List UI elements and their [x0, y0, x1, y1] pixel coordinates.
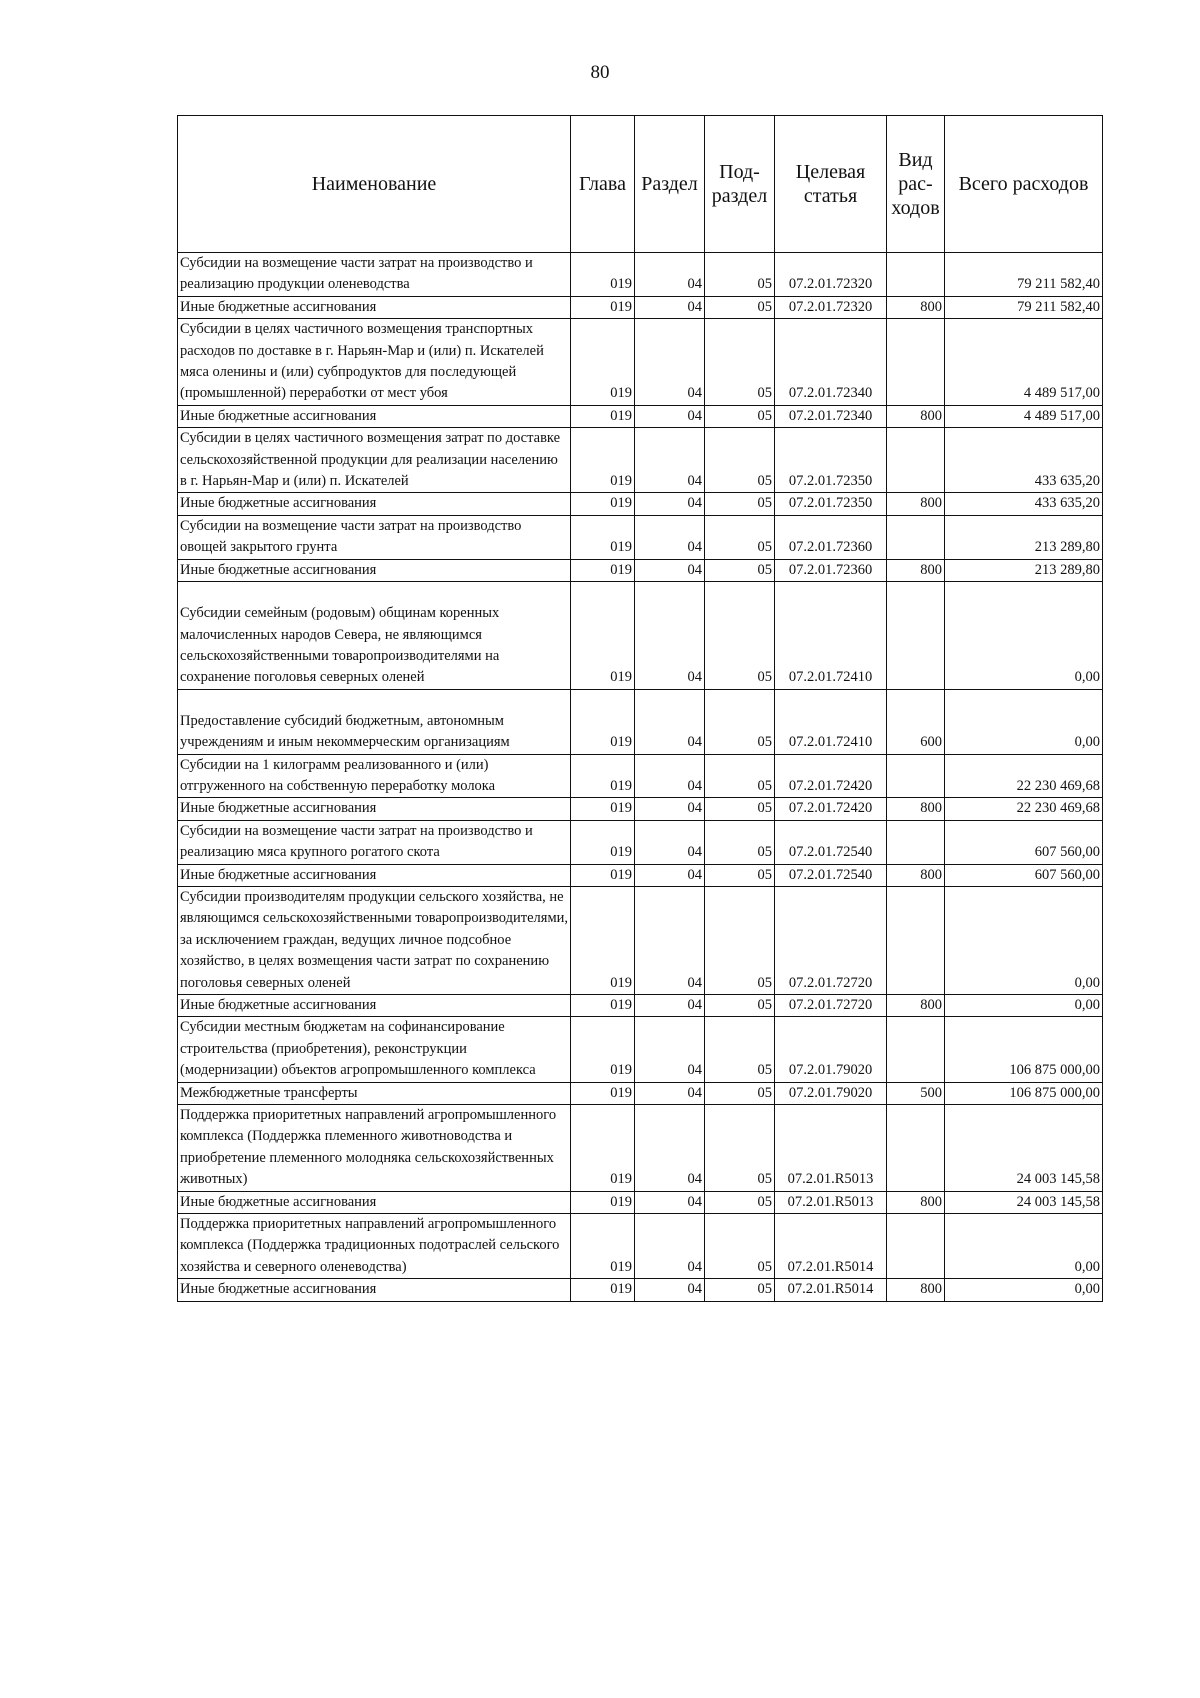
row-subsection-cell: 05 — [705, 1017, 775, 1082]
row-section-cell: 04 — [635, 296, 705, 318]
header-kind-line3: ходов — [891, 197, 940, 219]
table-row — [178, 886, 1103, 994]
row-amount-cell: 0,00 — [945, 582, 1103, 690]
row-amount-cell: 24 003 145,58 — [945, 1191, 1103, 1213]
row-target-cell: 07.2.01.79020 — [775, 1082, 887, 1104]
header-kind-line2: рас- — [898, 173, 933, 195]
row-amount-cell: 433 635,20 — [945, 493, 1103, 515]
row-subsection-cell: 05 — [705, 296, 775, 318]
row-section-cell: 04 — [635, 864, 705, 886]
row-subsection-cell: 05 — [705, 1082, 775, 1104]
row-chapter-cell: 019 — [571, 864, 635, 886]
row-name-cell: Предоставление субсидий бюджетным, автономным учреждениям и иным некоммерческим организациям — [178, 689, 571, 754]
row-chapter-cell: 019 — [571, 296, 635, 318]
header-subsection-line1: Под- — [719, 161, 760, 183]
row-target-cell: 07.2.01.72540 — [775, 864, 887, 886]
header-kind-line1: Вид — [898, 149, 933, 171]
row-kind-cell — [887, 515, 945, 559]
table-row — [178, 1017, 1103, 1082]
row-subsection-cell: 05 — [705, 754, 775, 798]
table-row — [178, 428, 1103, 493]
row-kind-cell: 800 — [887, 798, 945, 820]
row-chapter-cell: 019 — [571, 319, 635, 406]
row-chapter-cell: 019 — [571, 1191, 635, 1213]
table-header-row — [178, 116, 1103, 253]
row-kind-cell — [887, 319, 945, 406]
row-kind-cell: 800 — [887, 1279, 945, 1301]
row-section-cell: 04 — [635, 820, 705, 864]
row-name-cell: Поддержка приоритетных направлений агропромышленного комплекса (Поддержка традиционных подотраслей сельского хозяйства и северного оленеводства) — [178, 1214, 571, 1279]
row-amount-cell: 0,00 — [945, 995, 1103, 1017]
table-row — [178, 798, 1103, 820]
row-name-cell: Поддержка приоритетных направлений агропромышленного комплекса (Поддержка племенного животноводства и приобретение племенного молодняка сельскохозяйственных животных) — [178, 1105, 571, 1192]
row-section-cell: 04 — [635, 582, 705, 690]
row-section-cell: 04 — [635, 253, 705, 297]
row-subsection-cell: 05 — [705, 515, 775, 559]
row-chapter-cell: 019 — [571, 689, 635, 754]
row-chapter-cell: 019 — [571, 886, 635, 994]
table-row — [178, 253, 1103, 297]
row-kind-cell: 800 — [887, 1191, 945, 1213]
row-chapter-cell: 019 — [571, 428, 635, 493]
row-chapter-cell: 019 — [571, 493, 635, 515]
row-subsection-cell: 05 — [705, 1191, 775, 1213]
row-kind-cell — [887, 820, 945, 864]
row-name-cell: Иные бюджетные ассигнования — [178, 1279, 571, 1301]
row-target-cell: 07.2.01.72340 — [775, 405, 887, 427]
row-amount-cell: 0,00 — [945, 1214, 1103, 1279]
row-target-cell: 07.2.01.72320 — [775, 253, 887, 297]
row-amount-cell: 24 003 145,58 — [945, 1105, 1103, 1192]
table-row — [178, 820, 1103, 864]
row-amount-cell: 607 560,00 — [945, 820, 1103, 864]
row-amount-cell: 0,00 — [945, 1279, 1103, 1301]
row-subsection-cell: 05 — [705, 253, 775, 297]
table-row — [178, 582, 1103, 690]
row-target-cell: 07.2.01.72410 — [775, 582, 887, 690]
header-target-line1: Целевая — [795, 161, 866, 183]
row-amount-cell: 106 875 000,00 — [945, 1082, 1103, 1104]
row-section-cell: 04 — [635, 1017, 705, 1082]
row-name-cell: Субсидии производителям продукции сельского хозяйства, не являющимся сельскохозяйственными товаропроизводителями, за исключением граждан, ведущих личное подсобное хозяйство, в целях возмещения части затрат по сохранению поголовья северных оленей — [178, 886, 571, 994]
header-chapter: Глава — [571, 116, 635, 253]
row-target-cell: 07.2.01.R5014 — [775, 1279, 887, 1301]
row-section-cell: 04 — [635, 319, 705, 406]
row-kind-cell — [887, 582, 945, 690]
budget-table — [177, 115, 1103, 1302]
row-section-cell: 04 — [635, 428, 705, 493]
row-target-cell: 07.2.01.R5014 — [775, 1214, 887, 1279]
row-chapter-cell: 019 — [571, 1214, 635, 1279]
row-section-cell: 04 — [635, 1214, 705, 1279]
row-target-cell: 07.2.01.72720 — [775, 886, 887, 994]
row-chapter-cell: 019 — [571, 559, 635, 581]
row-section-cell: 04 — [635, 493, 705, 515]
table-row — [178, 405, 1103, 427]
row-chapter-cell: 019 — [571, 798, 635, 820]
row-chapter-cell: 019 — [571, 515, 635, 559]
page-number: 80 — [590, 62, 610, 83]
table-row — [178, 754, 1103, 798]
table-row — [178, 515, 1103, 559]
row-target-cell: 07.2.01.72360 — [775, 559, 887, 581]
table-row — [178, 1279, 1103, 1301]
row-kind-cell — [887, 886, 945, 994]
row-chapter-cell: 019 — [571, 754, 635, 798]
row-kind-cell — [887, 1105, 945, 1192]
row-chapter-cell: 019 — [571, 582, 635, 690]
row-subsection-cell: 05 — [705, 1214, 775, 1279]
row-subsection-cell: 05 — [705, 798, 775, 820]
row-section-cell: 04 — [635, 1279, 705, 1301]
row-section-cell: 04 — [635, 1082, 705, 1104]
row-kind-cell: 800 — [887, 493, 945, 515]
row-target-cell: 07.2.01.72420 — [775, 798, 887, 820]
row-name-cell: Иные бюджетные ассигнования — [178, 405, 571, 427]
row-subsection-cell: 05 — [705, 995, 775, 1017]
row-chapter-cell: 019 — [571, 995, 635, 1017]
row-name-cell: Иные бюджетные ассигнования — [178, 864, 571, 886]
row-target-cell: 07.2.01.72540 — [775, 820, 887, 864]
row-amount-cell: 79 211 582,40 — [945, 296, 1103, 318]
table-row — [178, 864, 1103, 886]
row-kind-cell — [887, 253, 945, 297]
row-kind-cell: 600 — [887, 689, 945, 754]
row-section-cell: 04 — [635, 886, 705, 994]
row-name-cell: Субсидии на возмещение части затрат на производство овощей закрытого грунта — [178, 515, 571, 559]
table-row — [178, 319, 1103, 406]
row-kind-cell — [887, 428, 945, 493]
row-amount-cell: 0,00 — [945, 689, 1103, 754]
row-amount-cell: 0,00 — [945, 886, 1103, 994]
row-target-cell: 07.2.01.72410 — [775, 689, 887, 754]
row-subsection-cell: 05 — [705, 582, 775, 690]
row-kind-cell — [887, 1214, 945, 1279]
table-row — [178, 689, 1103, 754]
row-target-cell: 07.2.01.72350 — [775, 428, 887, 493]
row-subsection-cell: 05 — [705, 428, 775, 493]
row-name-cell: Субсидии в целях частичного возмещения транспортных расходов по доставке в г. Нарьян-Мар и (или) п. Искателей мяса оленины и (или) субпродуктов для последующей (промышленной) переработки от мест убоя — [178, 319, 571, 406]
row-target-cell: 07.2.01.72350 — [775, 493, 887, 515]
header-section: Раздел — [635, 116, 705, 253]
header-subsection — [705, 116, 775, 253]
row-name-cell: Субсидии на возмещение части затрат на производство и реализацию мяса крупного рогатого скота — [178, 820, 571, 864]
row-name-cell: Субсидии в целях частичного возмещения затрат по доставке сельскохозяйственной продукции для реализации населению в г. Нарьян-Мар и (или) п. Искателей — [178, 428, 571, 493]
row-chapter-cell: 019 — [571, 1082, 635, 1104]
row-chapter-cell: 019 — [571, 1279, 635, 1301]
row-chapter-cell: 019 — [571, 1017, 635, 1082]
row-name-cell: Субсидии местным бюджетам на софинансирование строительства (приобретения), реконструкции (модернизации) объектов агропромышленного комплекса — [178, 1017, 571, 1082]
row-subsection-cell: 05 — [705, 493, 775, 515]
row-name-cell: Субсидии семейным (родовым) общинам коренных малочисленных народов Севера, не являющимся сельскохозяйственными товаропроизводителями на сохранение поголовья северных оленей — [178, 582, 571, 690]
row-subsection-cell: 05 — [705, 559, 775, 581]
header-target — [775, 116, 887, 253]
row-chapter-cell: 019 — [571, 1105, 635, 1192]
table-row — [178, 995, 1103, 1017]
row-kind-cell: 800 — [887, 296, 945, 318]
row-amount-cell: 79 211 582,40 — [945, 253, 1103, 297]
header-target-line2: статья — [803, 185, 858, 207]
row-amount-cell: 4 489 517,00 — [945, 405, 1103, 427]
row-name-cell: Иные бюджетные ассигнования — [178, 559, 571, 581]
table-row — [178, 296, 1103, 318]
row-chapter-cell: 019 — [571, 253, 635, 297]
row-target-cell: 07.2.01.72420 — [775, 754, 887, 798]
row-subsection-cell: 05 — [705, 820, 775, 864]
row-target-cell: 07.2.01.72340 — [775, 319, 887, 406]
table-row — [178, 493, 1103, 515]
row-kind-cell: 800 — [887, 995, 945, 1017]
row-name-cell: Субсидии на возмещение части затрат на производство и реализацию продукции оленеводства — [178, 253, 571, 297]
row-section-cell: 04 — [635, 798, 705, 820]
row-amount-cell: 433 635,20 — [945, 428, 1103, 493]
table-row — [178, 1214, 1103, 1279]
row-amount-cell: 22 230 469,68 — [945, 754, 1103, 798]
row-name-cell: Иные бюджетные ассигнования — [178, 493, 571, 515]
row-target-cell: 07.2.01.R5013 — [775, 1191, 887, 1213]
row-target-cell: 07.2.01.R5013 — [775, 1105, 887, 1192]
row-name-cell: Межбюджетные трансферты — [178, 1082, 571, 1104]
row-chapter-cell: 019 — [571, 405, 635, 427]
header-kind — [887, 116, 945, 253]
row-kind-cell: 800 — [887, 864, 945, 886]
row-subsection-cell: 05 — [705, 886, 775, 994]
row-subsection-cell: 05 — [705, 1279, 775, 1301]
row-section-cell: 04 — [635, 515, 705, 559]
header-name: Наименование — [178, 116, 571, 253]
header-subsection-line2: раздел — [711, 185, 768, 207]
row-kind-cell — [887, 1017, 945, 1082]
row-kind-cell: 800 — [887, 559, 945, 581]
row-subsection-cell: 05 — [705, 1105, 775, 1192]
row-target-cell: 07.2.01.72360 — [775, 515, 887, 559]
row-amount-cell: 607 560,00 — [945, 864, 1103, 886]
row-section-cell: 04 — [635, 754, 705, 798]
row-name-cell: Иные бюджетные ассигнования — [178, 296, 571, 318]
row-kind-cell — [887, 754, 945, 798]
row-name-cell: Иные бюджетные ассигнования — [178, 995, 571, 1017]
row-subsection-cell: 05 — [705, 864, 775, 886]
row-target-cell: 07.2.01.72720 — [775, 995, 887, 1017]
row-target-cell: 07.2.01.72320 — [775, 296, 887, 318]
row-section-cell: 04 — [635, 1191, 705, 1213]
row-section-cell: 04 — [635, 1105, 705, 1192]
row-name-cell: Иные бюджетные ассигнования — [178, 798, 571, 820]
row-amount-cell: 22 230 469,68 — [945, 798, 1103, 820]
row-section-cell: 04 — [635, 405, 705, 427]
row-section-cell: 04 — [635, 689, 705, 754]
row-chapter-cell: 019 — [571, 820, 635, 864]
row-target-cell: 07.2.01.79020 — [775, 1017, 887, 1082]
row-name-cell: Субсидии на 1 килограмм реализованного и (или) отгруженного на собственную переработку молока — [178, 754, 571, 798]
table-row — [178, 1105, 1103, 1192]
row-kind-cell: 800 — [887, 405, 945, 427]
row-amount-cell: 4 489 517,00 — [945, 319, 1103, 406]
row-amount-cell: 213 289,80 — [945, 559, 1103, 581]
table-row — [178, 559, 1103, 581]
table-row — [178, 1191, 1103, 1213]
row-section-cell: 04 — [635, 559, 705, 581]
table-row — [178, 1082, 1103, 1104]
row-amount-cell: 213 289,80 — [945, 515, 1103, 559]
row-subsection-cell: 05 — [705, 319, 775, 406]
row-section-cell: 04 — [635, 995, 705, 1017]
row-kind-cell: 500 — [887, 1082, 945, 1104]
header-total: Всего расходов — [945, 116, 1103, 253]
row-subsection-cell: 05 — [705, 689, 775, 754]
row-subsection-cell: 05 — [705, 405, 775, 427]
row-amount-cell: 106 875 000,00 — [945, 1017, 1103, 1082]
row-name-cell: Иные бюджетные ассигнования — [178, 1191, 571, 1213]
